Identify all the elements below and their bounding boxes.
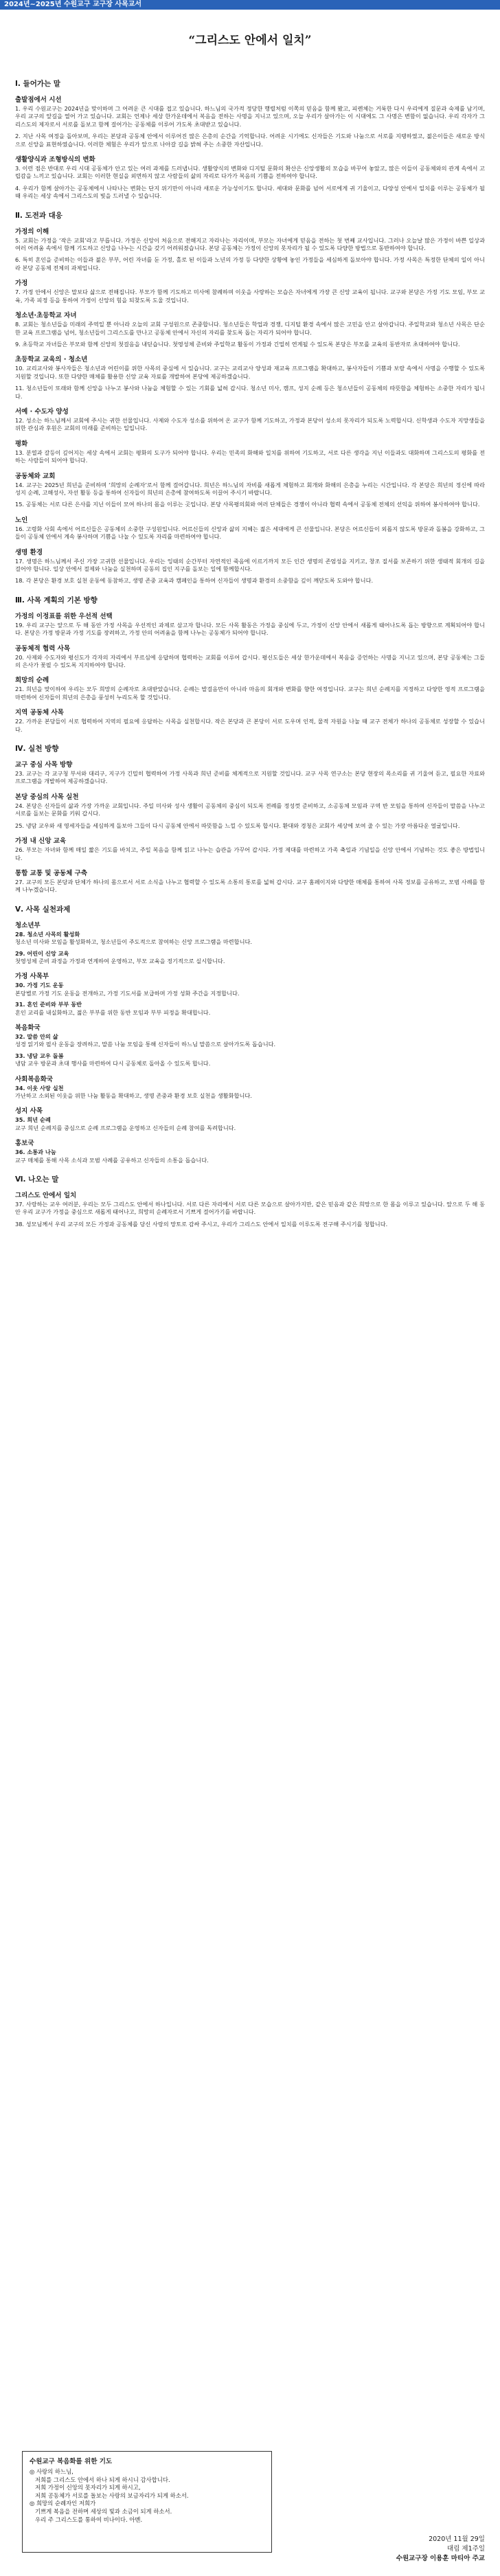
section-heading: Ⅴ. 사목 실천과제 <box>15 905 71 914</box>
paragraph: 18. 각 본당은 환경 보호 실천 운동에 동참하고, 생명 존중 교육과 캠페인을 통하여 신자들이 생명과 환경의 소중함을 깊이 깨닫도록 도와야 합니다. <box>15 577 374 585</box>
paragraph: 12. 성소는 하느님께서 교회에 주시는 귀한 선물입니다. 사제와 수도자 성소를 위하여 온 교구가 함께 기도하고, 가정과 본당이 성소의 못자리가 되도록 노력합시다. 신학생과 수도자 지망생들을 위한 관심과 후원은 교회의 미래를 준비하는 일입니다. <box>15 416 485 432</box>
paragraph: 23. 교구는 각 교구청 부서와 대리구, 지구가 긴밀히 협력하여 가정 사목과 희년 준비를 체계적으로 지원할 것입니다. 교구 사목 연구소는 본당 현장의 목소리를 귀 기울여 듣고, 필요한 자료와 프로그램을 개발하여 제공하겠습니다. <box>15 770 485 785</box>
subsection-heading: 서예 · 수도자 양성 <box>15 407 69 416</box>
subsection-heading: 청소년부 <box>15 921 41 929</box>
prayer-box <box>22 2451 272 2553</box>
task-item-title: 35. 희년 순례 <box>15 1116 51 1124</box>
subsection-heading: 공동체와 교회 <box>15 472 56 480</box>
paragraph: 4. 우리가 함께 살아가는 공동체에서 나타나는 변화는 단지 위기만이 아니라 새로운 가능성이기도 합니다. 세대와 문화를 넘어 서로에게 귀 기울이고, 다양성 안에서 일치를 이루는 공동체가 될 때 우리는 세상 속에서 그리스도의 빛을 드러낼 수 있습니다. <box>15 184 485 200</box>
paragraph: 5. 교회는 가정을 ‘작은 교회’라고 부릅니다. 가정은 신앙이 처음으로 전해지고 자라나는 자리이며, 부모는 자녀에게 믿음을 전하는 첫 번째 교사입니다. 그러나 오늘날 많은 가정이 바쁜 일상과 여러 어려움 속에서 함께 기도하고 신앙을 나누는 시간을 갖기 어려워졌습니다. 본당 공동체는 가정이 신앙의 못자리가 될 수 있도록 다양한 방법으로 동반하여야 합니다. <box>15 236 485 252</box>
paragraph: 22. 가까운 본당들이 서로 협력하여 지역의 필요에 응답하는 사목을 실천합시다. 작은 본당과 큰 본당이 서로 도우며 인적, 물적 자원을 나눌 때 교구 전체가 하나의 공동체로 성장할 수 있습니다. <box>15 718 485 733</box>
subsection-heading: 통합 교통 및 공동체 구축 <box>15 869 87 877</box>
task-item-text: 냉담 교우 방문과 초대 행사를 마련하여 다시 공동체로 돌아올 수 있도록 합니다. <box>15 1060 211 1067</box>
paragraph: 11. 청소년들이 또래와 함께 신앙을 나누고 봉사와 나눔을 체험할 수 있는 기회를 넓혀 갑시다. 청소년 미사, 캠프, 성지 순례 등은 청소년들이 공동체의 따뜻함을 체험하는 소중한 자리가 됩니다. <box>15 385 485 400</box>
prayer-title: 수원교구 복음화를 위한 기도 <box>30 2458 113 2465</box>
paragraph: 38. 성모님께서 우리 교구의 모든 가정과 공동체를 당신 사랑의 망토로 감싸 주시고, 우리가 그리스도 안에서 일치를 이루도록 전구해 주시기를 청합니다. <box>15 1220 388 1228</box>
paragraph: 2. 지난 사목 여정을 돌아보며, 우리는 본당과 공동체 안에서 이루어진 많은 은총의 순간을 기억합니다. 어려운 시기에도 신자들은 기도와 나눔으로 서로를 지탱하였고, 젊은이들은 새로운 방식으로 신앙을 표현하였습니다. 이러한 체험은 우리가 앞으로 나아갈 길을 밝혀 주는 소중한 자산입니다. <box>15 133 485 148</box>
subsection-heading: 희망의 순례 <box>15 677 49 685</box>
task-item <box>15 1149 485 1164</box>
paragraph: 17. 생명은 하느님께서 주신 가장 고귀한 선물입니다. 우리는 잉태의 순간부터 자연적인 죽음에 이르기까지 모든 인간 생명의 존엄성을 지키고, 창조 질서를 보존하기 위한 생태적 회개의 길을 걸어야 합니다. 일상 안에서 절제와 나눔을 실천하며 공동의 집인 지구를 돌보는 일에 함께합시다. <box>15 557 485 572</box>
subsection-heading: 생명 환경 <box>15 548 43 556</box>
paragraph: 9. 초등학교 자녀들은 부모와 함께 신앙의 첫걸음을 내딛습니다. 첫영성체 준비와 주일학교 활동이 가정과 긴밀히 연계될 수 있도록 본당은 부모를 교육의 동반자로 초대하여야 합니다. <box>15 340 460 348</box>
paragraph: 3. 이런 점은 반대로 우리 시대 공동체가 안고 있는 여러 과제를 드러냅니다. 생활양식의 변화와 디지털 문화의 확산은 신앙생활의 모습을 바꾸어 놓았고, 많은 이들이 공동체와의 관계 속에서 고립감을 느끼고 있습니다. 교회는 이러한 현실을 외면하지 않고 사람들의 삶의 자리로 다가가 복음의 기쁨을 전하여야 합니다. <box>15 165 485 180</box>
paragraph: 37. 사랑하는 교우 여러분, 우리는 모두 그리스도 안에서 하나입니다. 서로 다른 자리에서 서로 다른 모습으로 살아가지만, 같은 믿음과 같은 희망으로 한 몸을 이루고 있습니다. 앞으로 두 해 동안 우리 교구가 가정을 중심으로 새롭게 태어나고, 희망의 순례자로서 기쁘게 걸어가기를 바랍니다. <box>15 1201 485 1216</box>
paragraph: 10. 교리교사와 봉사자들은 청소년과 어린이를 위한 사목의 중심에 서 있습니다. 교구는 교리교사 양성과 재교육 프로그램을 확대하고, 봉사자들이 기쁨과 보람 속에서 사명을 수행할 수 있도록 지원할 것입니다. 또한 다양한 매체를 활용한 신앙 교육 자료를 개발하여 본당에 제공하겠습니다. <box>15 365 485 380</box>
subsection-heading: 복음화국 <box>15 1024 41 1032</box>
task-item-text: 첫영성체 준비 과정을 가정과 연계하여 운영하고, 부모 교육을 정기적으로 실시합니다. <box>15 957 225 964</box>
subsection-heading: 본당 중심의 사목 실천 <box>15 793 79 801</box>
task-item-text: 교구 매체를 통해 사목 소식과 모범 사례를 공유하고 신자들의 소통을 돕습니다. <box>15 1156 209 1164</box>
paragraph: 7. 가정 안에서 신앙은 말보다 삶으로 전해집니다. 부모가 함께 기도하고 미사에 참례하며 이웃을 사랑하는 모습은 자녀에게 가장 큰 신앙 교육이 됩니다. 교구와 본당은 가정 기도 모임, 부모 교육, 가족 피정 등을 통하여 가정이 신앙의 힘을 되찾도록 도울 것입니다. <box>15 289 485 304</box>
subsection-heading: 가정의 이해 <box>15 227 49 236</box>
paragraph: 19. 우리 교구는 앞으로 두 해 동안 가정 사목을 우선적인 과제로 삼고자 합니다. 모든 사목 활동은 가정을 중심에 두고, 가정이 신앙 안에서 새롭게 태어나도록 돕는 방향으로 계획되어야 합니다. 본당은 가정 방문과 가정 기도를 장려하고, 가정 안의 어려움을 함께 나누는 공동체가 되어야 합니다. <box>15 621 485 637</box>
subsection-heading: 가정 내 신앙 교육 <box>15 837 67 846</box>
document-body <box>15 69 485 1232</box>
task-item-title: 29. 어린이 신앙 교육 <box>15 949 69 957</box>
prayer-line: 기쁘게 복음을 전하며 세상의 빛과 소금이 되게 하소서. <box>30 2507 172 2515</box>
subsection-heading: 생활양식과 조형방식의 변화 <box>15 156 95 164</box>
section-heading: Ⅱ. 도전과 대응 <box>15 211 62 220</box>
paragraph: 13. 분열과 갈등이 깊어지는 세상 속에서 교회는 평화의 도구가 되어야 합니다. 우리는 민족의 화해와 일치를 위하여 기도하고, 서로 다른 생각을 지닌 이들과도 대화하며 그리스도의 평화를 전하는 사람들이 되어야 합니다. <box>15 449 485 464</box>
task-item-text: 성경 읽기와 필사 운동을 장려하고, 말씀 나눔 모임을 통해 신자들이 하느님 말씀으로 살아가도록 돕습니다. <box>15 1041 276 1048</box>
subsection-heading: 그리스도 안에서 일치 <box>15 1192 77 1200</box>
subsection-heading: 가정 <box>15 280 28 288</box>
subsection-heading: 공동체적 협력 사목 <box>15 644 71 653</box>
task-item <box>15 1116 485 1132</box>
task-item-title: 33. 냉담 교우 돌봄 <box>15 1052 64 1059</box>
task-item-text: 교구 희년 순례지를 중심으로 순례 프로그램을 운영하고 신자들의 순례 참여를 독려합니다. <box>15 1124 236 1131</box>
subsection-heading: 출발점에서 시선 <box>15 96 62 104</box>
subsection-heading: 성지 사목 <box>15 1107 43 1116</box>
paragraph: 8. 교회는 청소년들을 미래의 주역일 뿐 아니라 오늘의 교회 구성원으로 존중합니다. 청소년들은 학업과 경쟁, 디지털 환경 속에서 많은 고민을 안고 살아갑니다. 주일학교와 청소년 사목은 단순한 교육 프로그램을 넘어, 청소년들이 그리스도를 만나고 공동체 안에서 자신의 자리를 찾도록 돕는 자리가 되어야 합니다. <box>15 321 485 336</box>
paragraph: 21. 희년을 맞이하여 우리는 모두 희망의 순례자로 초대받았습니다. 순례는 발걸음만이 아니라 마음의 회개와 변화를 향한 여정입니다. 교구는 희년 순례지를 지정하고 다양한 영적 프로그램을 마련하여 신자들이 희년의 은총을 풍성히 누리도록 할 것입니다. <box>15 686 485 701</box>
subsection-heading: 청소년·초등학교 자녀 <box>15 312 77 320</box>
signature-block <box>396 2535 485 2564</box>
task-item-text: 본당별로 가정 기도 운동을 전개하고, 가정 기도서를 보급하며 가정 성화 주간을 지정합니다. <box>15 989 240 997</box>
signature-occasion: 대림 제1주일 <box>447 2545 485 2553</box>
task-item <box>15 1052 485 1068</box>
section-heading: Ⅲ. 사목 계획의 기본 방향 <box>15 596 98 605</box>
document-title: “그리스도 안에서 일치” <box>188 34 312 47</box>
prayer-lines <box>30 2468 264 2524</box>
task-item-text: 청소년 미사와 모임을 활성화하고, 청소년들이 주도적으로 참여하는 신앙 프로그램을 마련합니다. <box>15 938 252 946</box>
paragraph: 27. 교구의 모든 본당과 단체가 하나의 몸으로서 서로 소식을 나누고 협력할 수 있도록 소통의 통로를 넓혀 갑시다. 교구 홈페이지와 다양한 매체를 통하여 사목 정보를 공유하고, 모범 사례를 함께 나누겠습니다. <box>15 878 485 894</box>
task-item <box>15 1085 485 1100</box>
subsection-heading: 가정 사목부 <box>15 973 49 981</box>
task-item-title: 31. 혼인 준비와 부부 동반 <box>15 1001 82 1008</box>
paragraph: 20. 사제와 수도자와 평신도가 각자의 자리에서 부르심에 응답하며 협력하는 교회를 이루어 갑시다. 평신도들은 세상 한가운데에서 복음을 증언하는 사명을 지니고 있으며, 본당 공동체는 그들의 은사가 꽃필 수 있도록 지지하여야 합니다. <box>15 653 485 669</box>
paragraph: 16. 고령화 사회 속에서 어르신들은 공동체의 소중한 구성원입니다. 어르신들의 신앙과 삶의 지혜는 젊은 세대에게 큰 선물입니다. 본당은 어르신들이 외롭지 않도록 방문과 돌봄을 강화하고, 그들이 공동체 안에서 계속 봉사하며 기쁨을 나눌 수 있도록 자리를 마련하여야 합니다. <box>15 525 485 541</box>
task-item <box>15 1033 485 1049</box>
task-item <box>15 950 485 966</box>
paragraph: 1. 우리 수원교구는 2024년을 맞이하며 그 어려운 큰 시대를 접고 있습니다. 하느님의 국가적 정당한 행렬처럼 이쪽의 믿음을 함께 봤고, 피렌체는 거룩한 다시 우리에게 질문과 숙제를 남기며, 우리 교구의 앞길을 열어 가고 있습니다. 교회는 언제나 세상 한가운데에서 복음을 전하는 사명을 지니고 있으며, 오늘 우리가 살아가는 이 시대에도 그 사명은 변함이 없습니다. 우리 각자가 그리스도의 제자로서 서로를 돌보고 함께 걸어가는 공동체를 이루어 가도록 초대받고 있습니다. <box>15 105 485 128</box>
task-item-title: 30. 가정 기도 운동 <box>15 982 64 989</box>
paragraph: 25. 냉담 교우와 새 영세자들을 세심하게 돌보아 그들이 다시 공동체 안에서 따뜻함을 느낄 수 있도록 합시다. 환대와 경청은 교회가 세상에 보여 줄 수 있는 가장 아름다운 얼굴입니다. <box>15 822 460 829</box>
task-item <box>15 931 485 947</box>
signature-date: 2020년 11월 29일 <box>429 2535 485 2543</box>
paragraph: 14. 교구는 2025년 희년을 준비하며 ‘희망의 순례자’로서 함께 걸어갑니다. 희년은 하느님의 자비를 새롭게 체험하고 회개와 화해의 은총을 누리는 시간입니다. 각 본당은 희년의 정신에 따라 성지 순례, 고해성사, 자선 활동 등을 통하여 신자들이 희년의 은총에 참여하도록 이끌어 주시기 바랍니다. <box>15 481 485 496</box>
task-item-title: 32. 말씀 안의 삶 <box>15 1032 58 1040</box>
section-heading: Ⅰ. 들어가는 말 <box>15 80 60 88</box>
subsection-heading: 평화 <box>15 440 28 448</box>
subsection-heading: 초등학교 교육의 · 청소년 <box>15 356 88 364</box>
prayer-line: 저희 공동체가 서로를 돌보는 사랑의 보금자리가 되게 하소서. <box>30 2492 189 2499</box>
section-heading: Ⅳ. 실천 방향 <box>15 745 59 754</box>
document-header-bar: 2024년~2025년 수원교구 교구장 사목교서 <box>0 0 500 10</box>
task-item <box>15 1001 485 1017</box>
task-item-text: 혼인 교리를 내실화하고, 젊은 부부를 위한 동반 모임과 부부 피정을 확대합니다. <box>15 1008 211 1016</box>
task-item-text: 가난하고 소외된 이웃을 위한 나눔 활동을 확대하고, 생명 존중과 환경 보호 실천을 생활화합니다. <box>15 1092 252 1099</box>
subsection-heading: 노인 <box>15 516 28 524</box>
signature-name: 수원교구장 이용훈 마티아 주교 <box>396 2555 485 2562</box>
paragraph: 6. 특히 혼인을 준비하는 이들과 젊은 부부, 어린 자녀를 둔 가정, 홀로 된 이들과 노년의 가정 등 다양한 상황에 놓인 가정들을 세심하게 돌보아야 합니다. 가정 사목은 특정한 단체의 일이 아니라 본당 공동체 전체의 과제입니다. <box>15 256 485 271</box>
paragraph: 24. 본당은 신자들의 삶과 가장 가까운 교회입니다. 주일 미사와 성사 생활이 공동체의 중심이 되도록 전례를 정성껏 준비하고, 소공동체 모임과 구역 반 모임을 통하여 신자들이 말씀을 나누고 서로를 돌보는 문화를 키워 갑시다. <box>15 802 485 817</box>
subsection-heading: 홍보국 <box>15 1140 34 1148</box>
paragraph: 26. 부모는 자녀와 함께 매일 짧은 기도를 바치고, 주일 복음을 함께 읽고 나누는 습관을 가꾸어 갑시다. 가정 제대를 마련하고 가족 축일과 기념일을 신앙 안에서 기념하는 것도 좋은 방법입니다. <box>15 846 485 861</box>
task-item-title: 36. 소통과 나눔 <box>15 1149 56 1156</box>
paragraph: 15. 공동체는 서로 다른 은사를 지닌 이들이 모여 하나의 몸을 이루는 곳입니다. 본당 사목평의회와 여러 단체들은 경쟁이 아니라 협력 속에서 공동체 전체의 선익을 위하여 봉사하여야 합니다. <box>15 501 480 508</box>
subsection-heading: 가정의 이정표를 위한 우선적 선택 <box>15 612 113 620</box>
subsection-heading: 교구 중심 사목 방향 <box>15 761 73 769</box>
prayer-line: 저희를 그리스도 안에서 하나 되게 하시니 감사합니다. <box>30 2476 170 2483</box>
task-item <box>15 982 485 997</box>
task-item-title: 34. 이웃 사랑 실천 <box>15 1084 64 1092</box>
subsection-heading: 지역 공동체 사목 <box>15 709 64 717</box>
task-item-title: 28. 청소년 사목의 활성화 <box>15 930 80 938</box>
prayer-line: 우리 주 그리스도를 통하여 비나이다. 아멘. <box>30 2516 143 2523</box>
section-heading: Ⅵ. 나오는 말 <box>15 1175 59 1184</box>
prayer-line: 저희 가정이 신앙의 못자리가 되게 하시고, <box>30 2484 141 2492</box>
prayer-line: ◎ 희망의 순례자인 저희가 <box>30 2500 96 2507</box>
subsection-heading: 사회복음화국 <box>15 1075 54 1083</box>
prayer-line: ◎ 사랑의 하느님, <box>30 2468 73 2475</box>
